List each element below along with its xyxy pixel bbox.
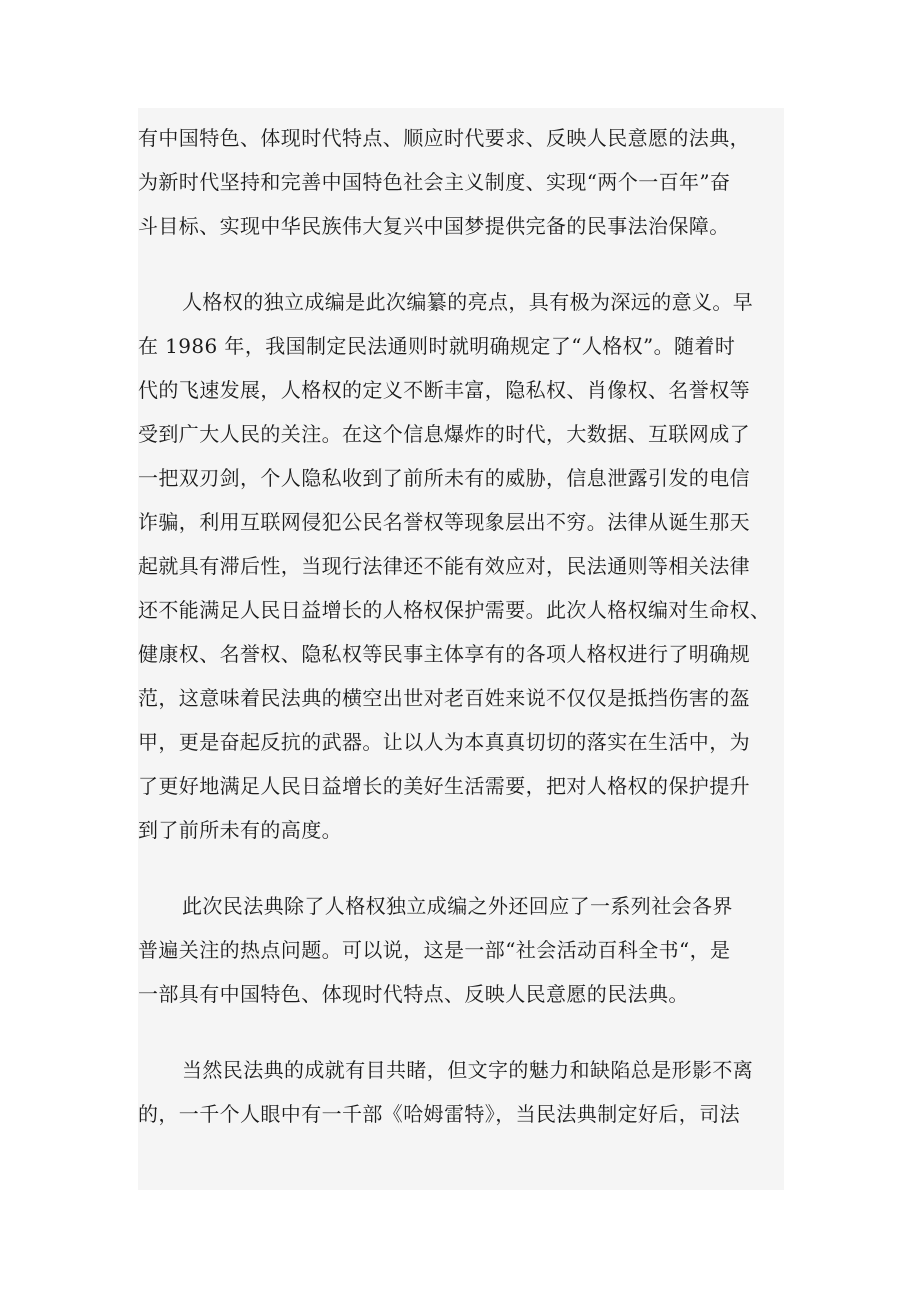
paragraph-line: 在 1986 年，我国制定民法通则时就明确规定了“人格权”。随着时 [138, 334, 736, 358]
paragraph-line: 起就具有滞后性，当现行法律还不能有效应对，民法通则等相关法律 [138, 554, 750, 578]
paragraph-line: 范，这意味着民法典的横空出世对老百姓来说不仅仅是抵挡伤害的盔 [138, 686, 750, 710]
paragraph-line: 为新时代坚持和完善中国特色社会主义制度、实现“两个一百年”奋 [138, 170, 731, 194]
paragraph-1 [138, 116, 784, 248]
paragraph-line: 有中国特色、体现时代特点、顺应时代要求、反映人民意愿的法典， [138, 126, 750, 150]
paragraph-line: 人格权的独立成编是此次编纂的亮点，具有极为深远的意义。早 [182, 290, 754, 314]
paragraph-line: 一部具有中国特色、体现时代特点、反映人民意愿的民法典。 [138, 982, 689, 1006]
paragraph-line: 诈骗，利用互联网侵犯公民名誉权等现象层出不穷。法律从诞生那天 [138, 510, 750, 534]
paragraph-line: 代的飞速发展，人格权的定义不断丰富，隐私权、肖像权、名誉权等 [138, 378, 750, 402]
paragraph-line: 了更好地满足人民日益增长的美好生活需要，把对人格权的保护提升 [138, 774, 750, 798]
paragraph-4 [138, 1048, 784, 1136]
paragraph-line: 还不能满足人民日益增长的人格权保护需要。此次人格权编对生命权、 [138, 598, 771, 622]
document-text-block [138, 108, 784, 1190]
paragraph-line: 一把双刃剑，个人隐私收到了前所未有的威胁，信息泄露引发的电信 [138, 466, 750, 490]
paragraph-line: 甲，更是奋起反抗的武器。让以人为本真真切切的落实在生活中，为 [138, 730, 750, 754]
paragraph-line: 普遍关注的热点问题。可以说，这是一部“社会活动百科全书“，是 [138, 938, 731, 962]
paragraph-line: 此次民法典除了人格权独立成编之外还回应了一系列社会各界 [182, 894, 733, 918]
paragraph-line: 当然民法典的成就有目共睹，但文字的魅力和缺陷总是形影不离 [182, 1058, 754, 1082]
paragraph-spacer [138, 1016, 784, 1048]
paragraph-line: 到了前所未有的高度。 [138, 818, 342, 842]
paragraph-3 [138, 884, 784, 1016]
paragraph-spacer [138, 852, 784, 884]
paragraph-line: 的，一千个人眼中有一千部《哈姆雷特》，当民法典制定好后，司法 [138, 1102, 740, 1126]
paragraph-spacer [138, 248, 784, 280]
paragraph-line: 斗目标、实现中华民族伟大复兴中国梦提供完备的民事法治保障。 [138, 214, 730, 238]
paragraph-line: 受到广大人民的关注。在这个信息爆炸的时代，大数据、互联网成了 [138, 422, 750, 446]
paragraph-line: 健康权、名誉权、隐私权等民事主体享有的各项人格权进行了明确规 [138, 642, 750, 666]
paragraph-2 [138, 280, 784, 852]
